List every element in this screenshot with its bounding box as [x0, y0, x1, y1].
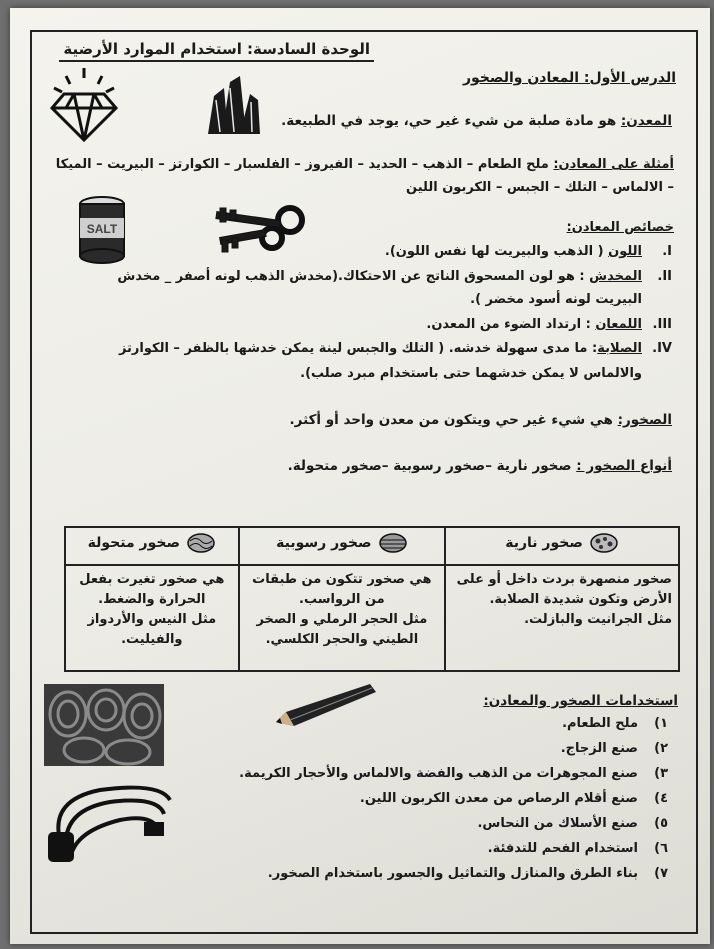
use-text: ملح الطعام.	[562, 716, 638, 731]
property-luster	[426, 317, 672, 332]
igneous-rock-icon	[589, 532, 619, 554]
salt-can-label: SALT	[86, 222, 118, 236]
property-text: : ما مدى سهولة خدشه. ( التلك والجبس لينة يمكن خدشها بالظفر – الكوارتز	[118, 341, 598, 356]
rock-definition	[290, 412, 672, 428]
metamorphic-description: هي صخور تغيرت بفعل الحرارة والضغط.	[79, 572, 225, 607]
examples-line-1: ملح الطعام – الذهب – الحديد – الفيروز – الفلسبار – الكوارتز – البيريت – الميكا	[55, 157, 554, 172]
use-text: صنع الأسلاك من النحاس.	[477, 816, 638, 831]
property-text: ( الذهب والبيريت لها نفس اللون).	[384, 244, 609, 259]
property-number: IV.	[652, 341, 672, 356]
metamorphic-example: مثل النيس والأردواز والفيليت.	[87, 612, 217, 647]
examples-line-2: – الالماس – التلك – الجبس – الكربون اللين	[406, 180, 674, 195]
use-number: ٥)	[654, 816, 668, 831]
rock-types-table	[64, 526, 680, 672]
property-term: اللمعان	[595, 317, 642, 332]
property-term: الصلابة	[597, 341, 642, 356]
examples-label: أمثلة على المعادن:	[553, 157, 674, 172]
sedimentary-header-cell	[239, 527, 446, 565]
use-text: صنع الزجاج.	[560, 741, 638, 756]
property-streak-continued: البيريت لونه أسود مخضر ).	[470, 292, 642, 307]
property-color	[385, 244, 672, 259]
property-term: المخدش	[589, 269, 642, 284]
diamond-icon	[44, 64, 124, 144]
use-number: ٧)	[654, 866, 668, 881]
igneous-description: صخور منصهرة بردت داخل أو على الأرض وتكون شديدة الصلابة.	[456, 572, 672, 607]
property-term: اللون	[608, 244, 642, 259]
uses-heading: استخدامات الصخور والمعادن:	[483, 693, 678, 709]
igneous-cell	[445, 565, 679, 671]
use-text: صنع المجوهرات من الذهب والفضة والالماس والأحجار الكريمة.	[239, 766, 638, 781]
rock-definition-text: هي شيء غير حي ويتكون من معدن واحد أو أكثر.	[289, 412, 618, 428]
sedimentary-rock-icon	[378, 532, 408, 554]
copper-coils-photo	[44, 684, 164, 766]
rock-types	[288, 458, 672, 474]
use-item	[488, 841, 668, 856]
property-text: : ارتداد الضوء من المعدن.	[426, 317, 596, 332]
table-body-row	[65, 565, 679, 671]
use-item	[360, 791, 668, 806]
metamorphic-rock-icon	[186, 532, 216, 554]
copper-wire-photo	[40, 770, 180, 870]
sedimentary-description: هي صخور تتكون من طبقات من الرواسب.	[252, 572, 432, 607]
salt-can-icon	[74, 194, 130, 266]
rock-types-label: أنواع الصخور :	[576, 458, 672, 474]
metamorphic-header-cell	[65, 527, 239, 565]
pencil-icon	[270, 680, 380, 730]
use-number: ٣)	[654, 766, 668, 781]
unit-title: الوحدة السادسة: استخدام الموارد الأرضية	[59, 40, 374, 62]
metamorphic-name: صخور متحولة	[87, 535, 180, 551]
property-streak	[117, 269, 672, 284]
property-number: III.	[652, 317, 672, 332]
table-header-row	[65, 527, 679, 565]
use-number: ٤)	[654, 791, 668, 806]
igneous-example: مثل الجرانيت والبازلت.	[524, 612, 672, 627]
use-number: ٦)	[654, 841, 668, 856]
sedimentary-name: صخور رسوبية	[276, 535, 372, 551]
lesson-title: الدرس الأول: المعادن والصخور	[462, 70, 676, 86]
igneous-name: صخور نارية	[505, 535, 583, 551]
property-text: : هو لون المسحوق الناتج عن الاحتكاك.(مخدش الذهب لونه أصفر _ مخدش	[117, 269, 590, 284]
use-text: صنع أقلام الرصاص من معدن الكربون اللين.	[359, 791, 638, 806]
mineral-examples-line-1	[56, 157, 674, 172]
properties-heading: خصائص المعادن:	[566, 220, 674, 235]
property-hardness-continued: والالماس لا يمكن خدشهما حتى باستخدام مبرد صلب).	[300, 366, 642, 381]
use-item	[268, 866, 668, 881]
use-item	[477, 816, 668, 831]
keys-icon	[210, 200, 310, 256]
rock-term: الصخور:	[617, 412, 672, 428]
use-text: استخدام الفحم للتدفئة.	[487, 841, 638, 856]
property-number: I.	[662, 244, 672, 259]
use-item	[562, 716, 668, 731]
sedimentary-example: مثل الحجر الرملي و الصخر الطيني والحجر الكلسي.	[256, 612, 428, 647]
mineral-definition	[281, 113, 672, 129]
use-number: ١)	[654, 716, 668, 731]
sedimentary-cell	[239, 565, 446, 671]
mineral-term: المعدن:	[620, 113, 672, 129]
property-number: II.	[657, 269, 672, 284]
igneous-header-cell	[445, 527, 679, 565]
use-item	[561, 741, 668, 756]
use-number: ٢)	[654, 741, 668, 756]
mineral-definition-text: هو مادة صلبة من شيء غير حي، يوجد في الطبيعة.	[281, 113, 621, 129]
use-text: بناء الطرق والمنازل والتماثيل والجسور باستخدام الصخور.	[267, 866, 638, 881]
rock-types-text: صخور نارية –صخور رسوبية –صخور متحولة.	[287, 458, 577, 474]
crystal-cluster-icon	[200, 74, 264, 138]
property-hardness	[119, 341, 672, 356]
metamorphic-cell	[65, 565, 239, 671]
use-item	[239, 766, 668, 781]
